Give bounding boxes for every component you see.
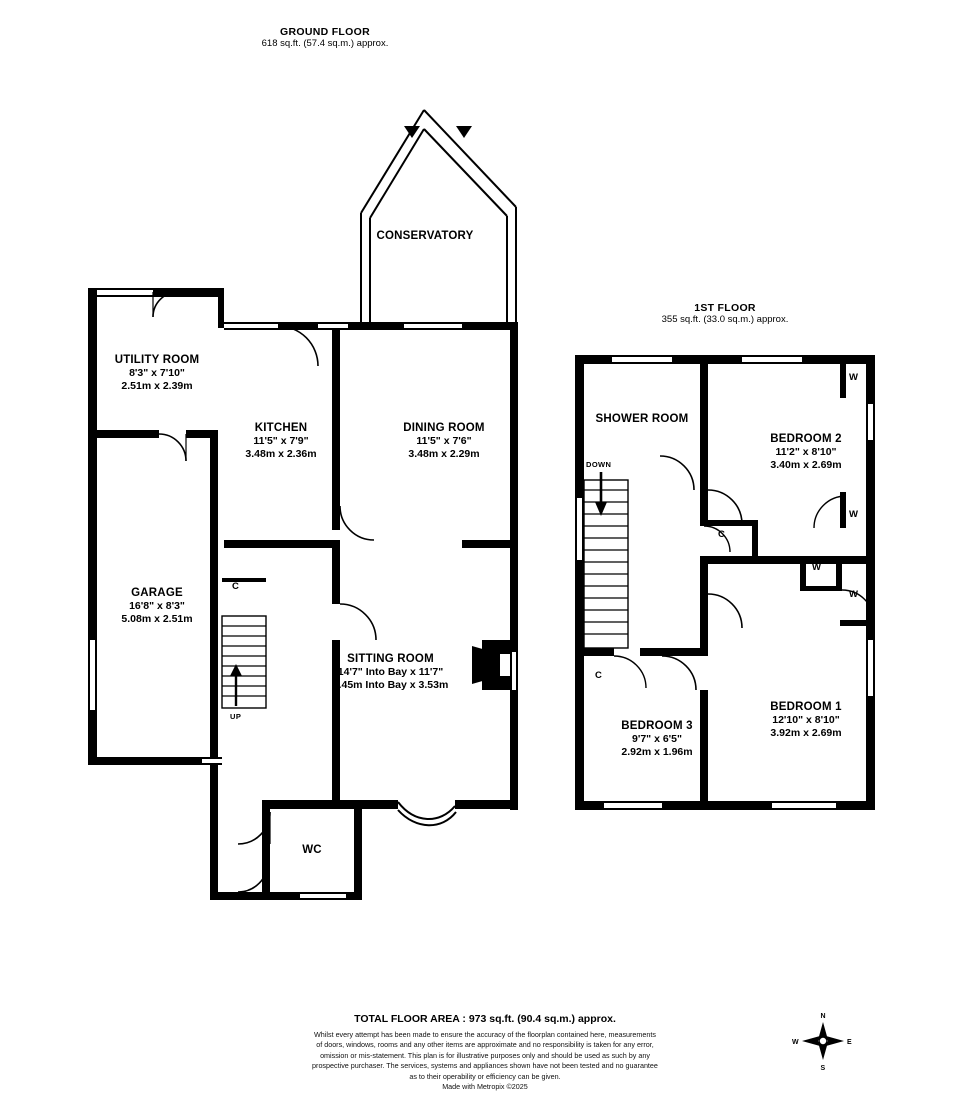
utility-dim-metric: 2.51m x 2.39m — [121, 379, 193, 392]
utility-name: UTILITY ROOM — [114, 354, 200, 366]
bay-window — [398, 802, 456, 825]
disclaimer-line-1: Whilst every attempt has been made to ensure the accuracy of the floorplan contained here, measurements — [314, 1030, 656, 1039]
conservatory-walls — [361, 110, 516, 326]
stairs-ground — [222, 616, 266, 708]
disclaimer-line-4: prospective purchaser. The services, systems and appliances shown have not been tested and no guarantee — [312, 1061, 658, 1071]
sitting-dim-metric: 4.45m Into Bay x 3.53m — [332, 678, 449, 691]
bedroom2-dim-metric: 3.40m x 2.69m — [770, 458, 842, 471]
compass-north-label: N — [820, 1013, 826, 1020]
marker-stairs-up: UP — [230, 712, 242, 721]
compass-south-label: S — [820, 1065, 826, 1072]
bedroom3-dim-imperial: 9'7" x 6'5" — [632, 733, 682, 746]
utility-dim-imperial: 8'3" x 7'10" — [129, 367, 185, 380]
conservatory-door-marks — [404, 126, 472, 138]
first-floor-title-text: 1ST FLOOR — [694, 302, 756, 314]
compass-east-label: E — [847, 1039, 852, 1046]
sitting-dim-imperial: 14'7" Into Bay x 11'7" — [337, 666, 444, 679]
sitting-name: SITTING ROOM — [347, 653, 434, 665]
bedroom3-name: BEDROOM 3 — [621, 720, 693, 732]
room-label-dining — [344, 421, 544, 461]
compass-west-label: W — [792, 1039, 799, 1046]
marker-wardrobe-4: W — [849, 589, 858, 600]
first-floor-area-text: 355 sq.ft. (33.0 sq.m.) approx. — [661, 314, 789, 325]
ground-floor-title — [160, 26, 490, 49]
kitchen-dim-metric: 3.48m x 2.36m — [245, 447, 317, 460]
garage-dim-imperial: 16'8" x 8'3" — [129, 600, 185, 613]
room-label-bedroom3 — [566, 719, 748, 759]
bedroom2-name: BEDROOM 2 — [770, 433, 842, 445]
stairs-first — [584, 472, 628, 648]
bedroom2-dim-imperial: 11'2" x 8'10" — [775, 446, 837, 459]
disclaimer-line-6: Made with Metropix ©2025 — [442, 1082, 528, 1092]
bedroom1-name: BEDROOM 1 — [770, 701, 842, 713]
disclaimer-line-2: of doors, windows, rooms and any other items are approximate and no responsibility is taken for any error, — [316, 1040, 654, 1050]
kitchen-dim-imperial: 11'5" x 7'9" — [253, 435, 309, 448]
room-label-wc: WC — [302, 844, 322, 856]
marker-cupboard-garage: C — [232, 581, 239, 592]
room-label-sitting — [278, 652, 503, 692]
bedroom3-dim-metric: 2.92m x 1.96m — [621, 745, 693, 758]
marker-wardrobe-2: W — [849, 509, 858, 520]
disclaimer-line-5: as to their operability or efficiency can be given. — [409, 1071, 561, 1081]
bedroom1-dim-imperial: 12'10" x 8'10" — [772, 714, 840, 727]
dining-dim-metric: 3.48m x 2.29m — [408, 447, 480, 460]
marker-stairs-down: DOWN — [586, 460, 612, 469]
room-label-garage — [58, 586, 256, 626]
ground-floor-title-text: GROUND FLOOR — [280, 26, 370, 38]
first-floor-title — [595, 302, 855, 325]
garage-name: GARAGE — [131, 587, 183, 599]
kitchen-name: KITCHEN — [254, 422, 308, 434]
total-floor-area: TOTAL FLOOR AREA : 973 sq.ft. (90.4 sq.m.) approx. — [354, 1013, 616, 1025]
marker-wardrobe-1: W — [849, 372, 858, 383]
garage-dim-metric: 5.08m x 2.51m — [121, 612, 193, 625]
marker-cupboard-bedroom3: C — [595, 670, 602, 681]
room-label-bedroom2 — [718, 432, 894, 472]
room-label-conservatory: CONSERVATORY — [376, 230, 474, 242]
marker-wardrobe-3: W — [812, 562, 821, 573]
room-label-shower: SHOWER ROOM — [595, 413, 689, 425]
dining-dim-imperial: 11'5" x 7'6" — [416, 435, 472, 448]
ground-floor-area-text: 618 sq.ft. (57.4 sq.m.) approx. — [261, 38, 389, 49]
compass-rose-icon — [790, 1010, 856, 1072]
dining-name: DINING ROOM — [403, 422, 485, 434]
bedroom1-dim-metric: 3.92m x 2.69m — [770, 726, 842, 739]
marker-cupboard-landing: C — [718, 529, 725, 540]
room-label-utility — [52, 353, 262, 393]
disclaimer-line-3: omission or mis-statement. This plan is for illustrative purposes only and should be used as such by any — [320, 1050, 650, 1060]
